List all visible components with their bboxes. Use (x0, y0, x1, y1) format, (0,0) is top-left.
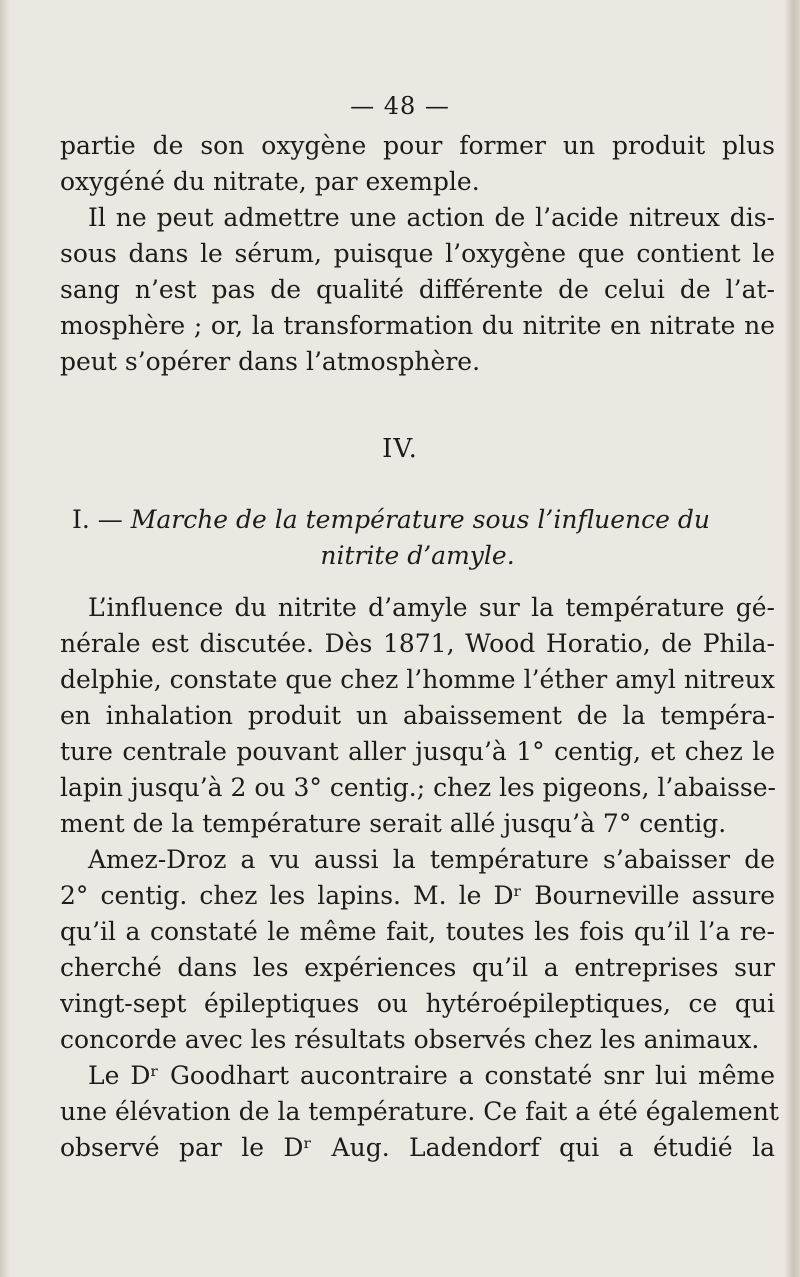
text-line: delphie, constate que chez l’homme l’éther amyl nitreux (60, 665, 775, 694)
text-line: sang n’est pas de qualité différente de celui de l’at- (60, 275, 775, 304)
text-line: Le Dʳ Goodhart aucontraire a constaté snr lui même (88, 1061, 775, 1090)
section-subtitle (60, 502, 775, 574)
paragraph-1 (60, 128, 775, 200)
text-line: Il ne peut admettre une action de l’acide nitreux dis- (88, 203, 775, 232)
page-edge-right (784, 0, 800, 1277)
paragraph-3 (60, 590, 775, 842)
page-edge-left (0, 0, 10, 1277)
text-line: qu’il a constaté le même fait, toutes les fois qu’il l’a re- (60, 917, 775, 946)
text-line: une élévation de la température. Ce fait a été également (60, 1097, 779, 1126)
text-line: partie de son oxygène pour former un produit plus (60, 131, 775, 160)
paragraph-5 (60, 1058, 779, 1166)
text-line: en inhalation produit un abaissement de la tempéra- (60, 701, 775, 730)
text-line: mosphère ; or, la transformation du nitrite en nitrate ne (60, 311, 775, 340)
text-line: peut s’opérer dans l’atmosphère. (60, 347, 481, 376)
text-line: L’influence du nitrite d’amyle sur la température gé- (88, 593, 775, 622)
subtitle-prefix: I. — (72, 505, 123, 534)
text-line: oxygéné du nitrate, par exemple. (60, 167, 480, 196)
text-line: cherché dans les expériences qu’il a entreprises sur (60, 953, 775, 982)
text-line: 2° centig. chez les lapins. M. le Dʳ Bourneville assure (60, 881, 775, 910)
page-number: — 48 — (350, 92, 450, 120)
paragraph-4 (60, 842, 775, 1058)
text-line: concorde avec les résultats observés chez les animaux. (60, 1025, 760, 1054)
text-line: sous dans le sérum, puisque l’oxygène que contient le (60, 239, 775, 268)
text-line: ture centrale pouvant aller jusqu’à 1° centig, et chez le (60, 737, 775, 766)
text-line: observé par le Dʳ Aug. Ladendorf qui a étudié la (60, 1133, 775, 1162)
text-line: Amez-Droz a vu aussi la température s’abaisser de (88, 845, 775, 874)
subtitle-line-2: nitrite d’amyle. (320, 541, 515, 570)
text-line: nérale est discutée. Dès 1871, Wood Horatio, de Phila- (60, 629, 775, 658)
paragraph-2 (60, 200, 775, 380)
text-line: vingt-sept épileptiques ou hytéroépileptiques, ce qui (60, 989, 775, 1018)
text-line: lapin jusqu’à 2 ou 3° centig.; chez les pigeons, l’abaisse- (60, 773, 777, 802)
text-line: ment de la température serait allé jusqu’à 7° centig. (60, 809, 727, 838)
subtitle-line-1 (60, 502, 775, 538)
subtitle-text: Marche de la température sous l’influence du (130, 505, 710, 534)
section-heading: IV. (382, 434, 418, 464)
